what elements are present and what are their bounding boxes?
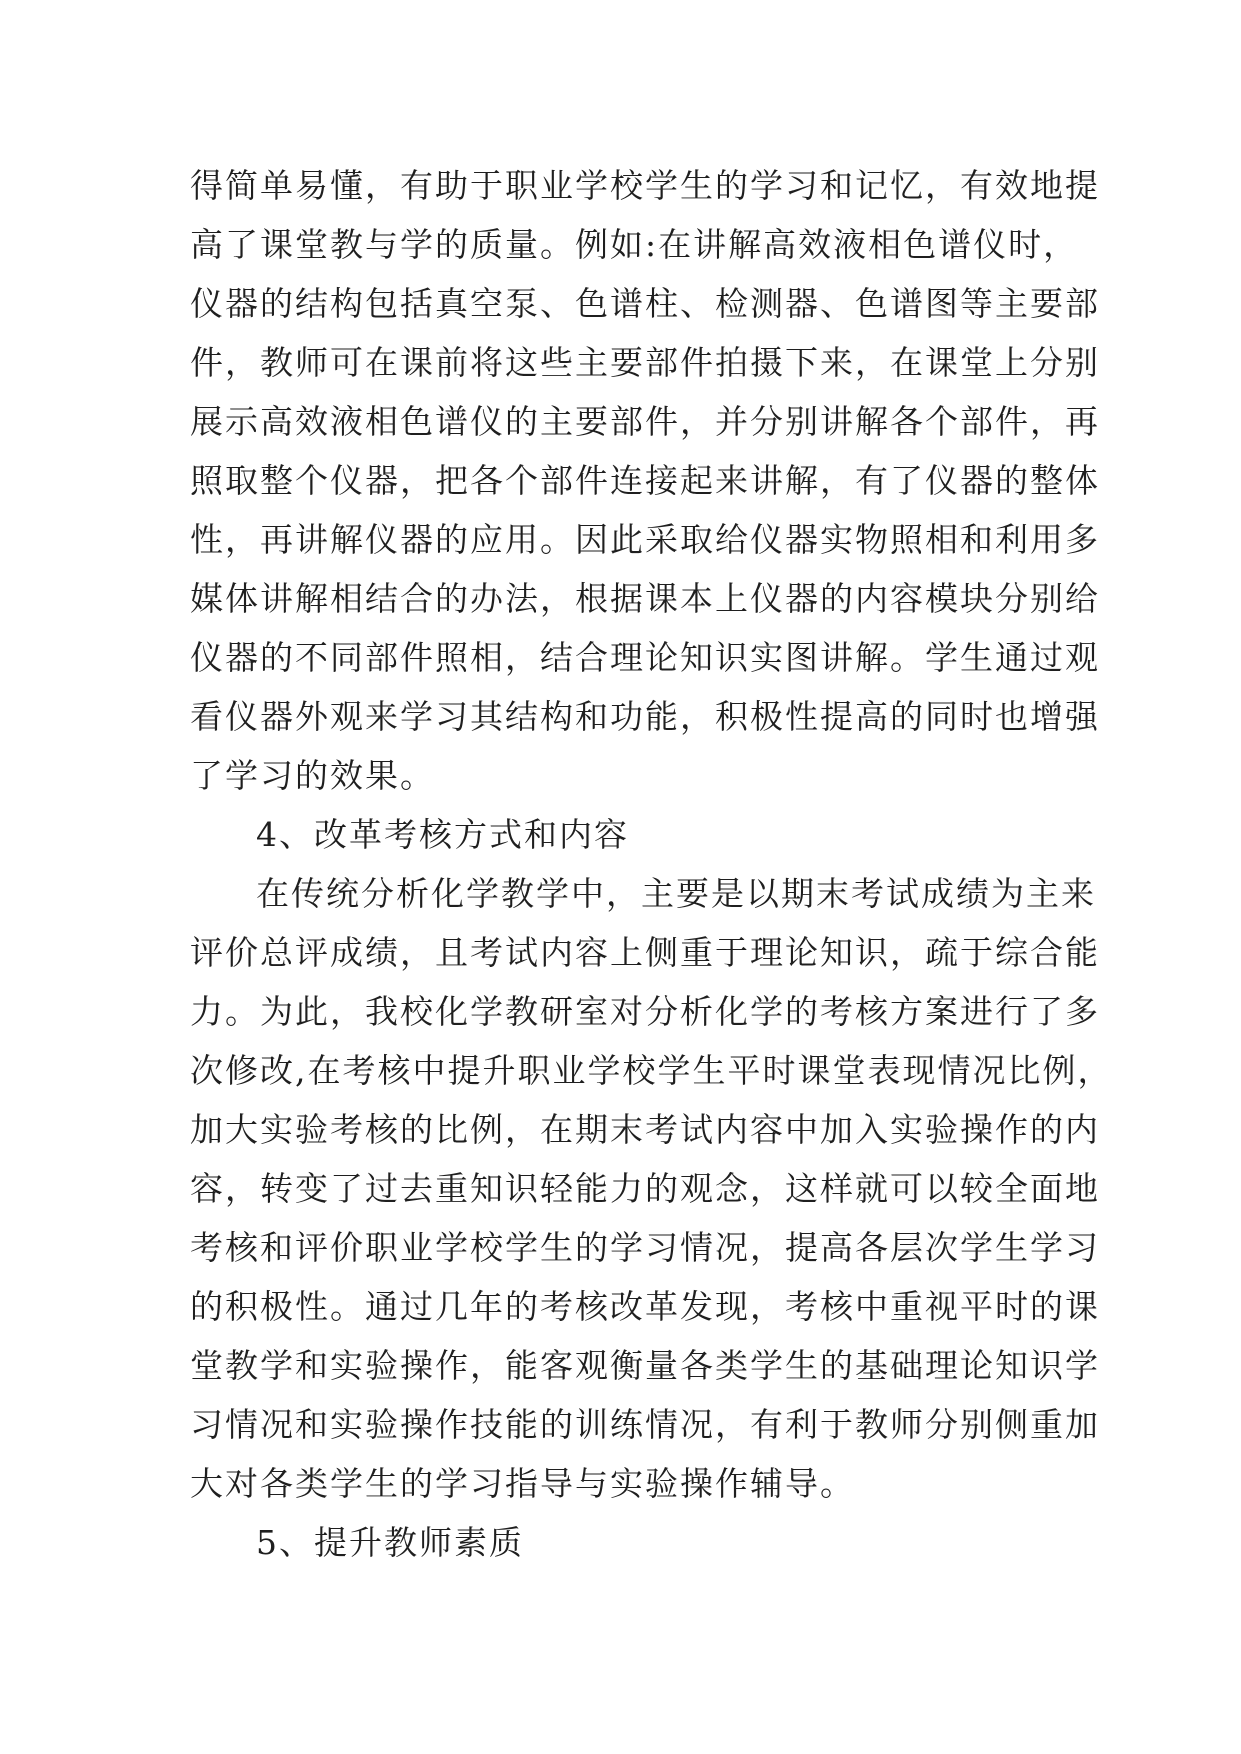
text-line: 得简单易懂，有助于职业学校学生的学习和记忆，有效地提 bbox=[190, 166, 1100, 205]
paragraph-first-line: 在传统分析化学教学中，主要是以期末考试成绩为主来 bbox=[256, 874, 1096, 913]
text-line: 仪器的结构包括真空泵、色谱柱、检测器、色谱图等主要部 bbox=[190, 284, 1100, 323]
text-line: 照取整个仪器，把各个部件连接起来讲解，有了仪器的整体 bbox=[190, 461, 1100, 500]
text-line: 大对各类学生的学习指导与实验操作辅导。 bbox=[190, 1464, 855, 1503]
text-line: 加大实验考核的比例，在期末考试内容中加入实验操作的内 bbox=[190, 1110, 1100, 1149]
text-line: 的积极性。通过几年的考核改革发现，考核中重视平时的课 bbox=[190, 1287, 1100, 1326]
text-line: 次修改,在考核中提升职业学校学生平时课堂表现情况比例， bbox=[190, 1051, 1113, 1090]
section-heading: 5、提升教师素质 bbox=[256, 1523, 524, 1562]
text-line: 展示高效液相色谱仪的主要部件，并分别讲解各个部件，再 bbox=[190, 402, 1100, 441]
text-line: 性，再讲解仪器的应用。因此采取给仪器实物照相和利用多 bbox=[190, 520, 1100, 559]
text-line: 件，教师可在课前将这些主要部件拍摄下来，在课堂上分别 bbox=[190, 343, 1100, 382]
text-line: 看仪器外观来学习其结构和功能，积极性提高的同时也增强 bbox=[190, 697, 1100, 736]
text-line: 力。为此，我校化学教研室对分析化学的考核方案进行了多 bbox=[190, 992, 1100, 1031]
text-line: 仪器的不同部件照相，结合理论知识实图讲解。学生通过观 bbox=[190, 638, 1100, 677]
text-line: 了学习的效果。 bbox=[190, 756, 435, 795]
text-line: 高了课堂教与学的质量。例如:在讲解高效液相色谱仪时， bbox=[190, 225, 1079, 264]
text-line: 堂教学和实验操作，能客观衡量各类学生的基础理论知识学 bbox=[190, 1346, 1100, 1385]
text-line: 容，转变了过去重知识轻能力的观念，这样就可以较全面地 bbox=[190, 1169, 1100, 1208]
text-line: 评价总评成绩，且考试内容上侧重于理论知识，疏于综合能 bbox=[190, 933, 1100, 972]
section-heading: 4、改革考核方式和内容 bbox=[256, 815, 629, 854]
text-line: 媒体讲解相结合的办法，根据课本上仪器的内容模块分别给 bbox=[190, 579, 1100, 618]
text-line: 习情况和实验操作技能的训练情况，有利于教师分别侧重加 bbox=[190, 1405, 1100, 1444]
text-line: 考核和评价职业学校学生的学习情况，提高各层次学生学习 bbox=[190, 1228, 1100, 1267]
